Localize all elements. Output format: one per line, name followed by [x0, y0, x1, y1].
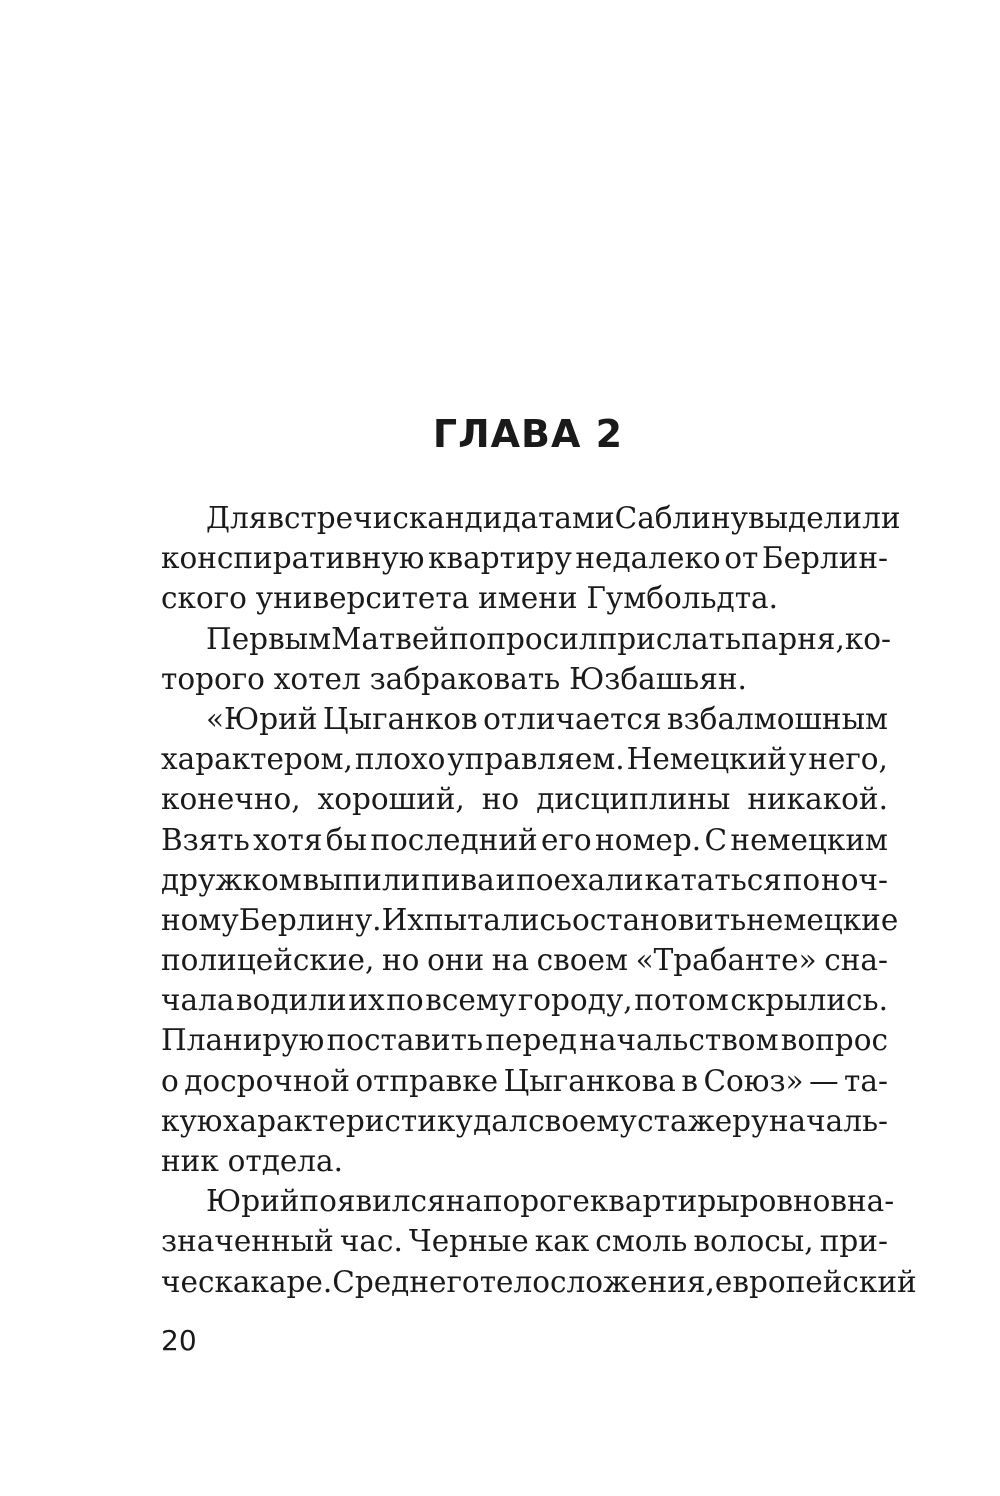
text-line: Для встречи с кандидатами Саблину выделили: [206, 501, 901, 535]
page-number: 20: [161, 1324, 197, 1357]
chapter-title: ГЛАВА 2: [432, 412, 624, 456]
text-line: характером, плохо управляем. Немецкий у него,: [161, 742, 888, 777]
text-line: Юрий появился на пороге квартиры ровно в на-: [206, 1184, 895, 1219]
text-line: ческа каре. Среднего телосложения, европейский: [161, 1264, 917, 1299]
text-line: Планирую поставить перед начальством вопрос: [161, 1023, 888, 1058]
text-line: чала водили их по всему городу, потом скрылись.: [161, 983, 888, 1018]
text-line: ник отдела.: [161, 1144, 344, 1178]
text-line: значенный час. Черные как смоль волосы, при-: [161, 1224, 888, 1259]
text-line: о досрочной отправке Цыганкова в Союз» — та-: [161, 1063, 888, 1098]
text-line: Первым Матвей попросил прислать парня, ко-: [206, 621, 892, 656]
text-line: кую характеристику дал своему стажеру началь-: [161, 1103, 888, 1138]
body-text: [161, 498, 917, 1302]
text-line: ному Берлину. Их пытались остановить немецкие: [161, 902, 899, 937]
text-line: конечно, хороший, но дисциплины никакой.: [161, 782, 888, 817]
text-line: Взять хотя бы последний его номер. С немецким: [161, 822, 888, 857]
text-line: полицейские, но они на своем «Трабанте» сна-: [161, 943, 888, 978]
text-line: торого хотел забраковать Юзбашьян.: [161, 661, 747, 696]
text-line: дружком выпили пива и поехали кататься по ноч-: [161, 862, 888, 897]
text-line: «Юрий Цыганков отличается взбалмошным: [206, 701, 888, 736]
text-line: конспиративную квартиру недалеко от Берлин-: [161, 541, 888, 576]
text-line: ского университета имени Гумбольдта.: [161, 581, 778, 616]
